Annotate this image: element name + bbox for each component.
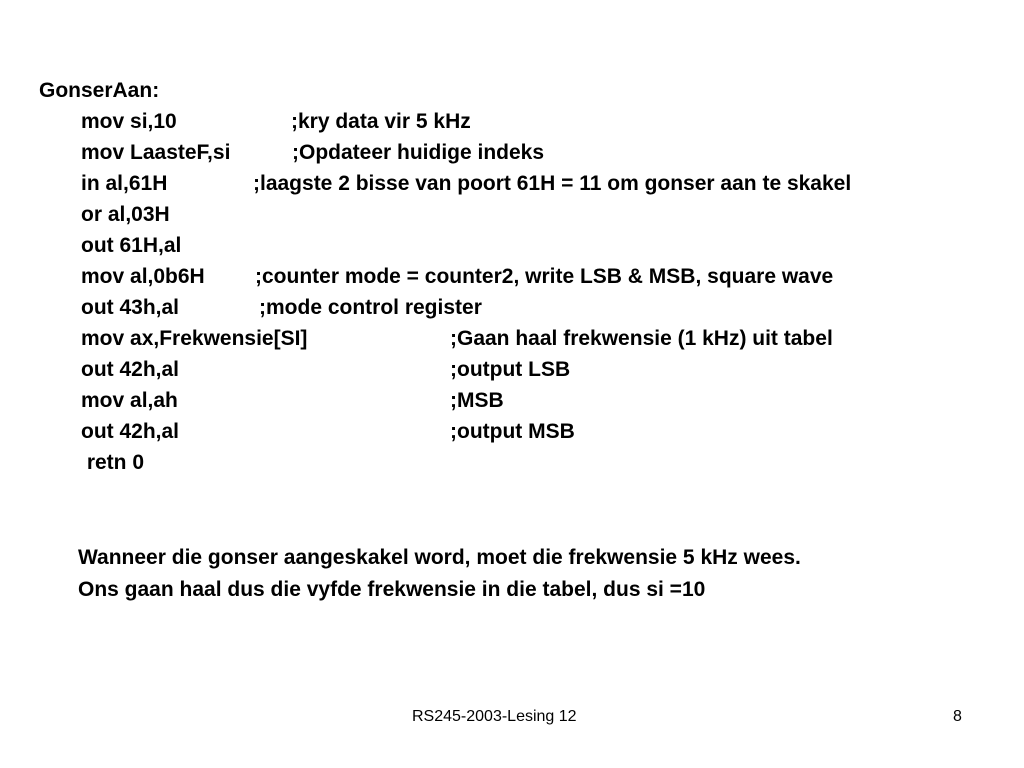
code-instruction: out 42h,al: [81, 358, 180, 381]
footer-title: RS245-2003-Lesing 12: [412, 708, 577, 725]
code-instruction: out 42h,al: [81, 420, 180, 443]
code-instruction: mov ax,Frekwensie[SI]: [81, 327, 308, 350]
code-instruction: mov al,ah: [81, 389, 178, 412]
code-line: [81, 233, 1021, 259]
code-comment: ;output LSB: [450, 358, 571, 381]
code-comment: ;Opdateer huidige indeks: [292, 141, 545, 164]
code-instruction: out 61H,al: [81, 234, 182, 257]
code-line: [81, 264, 1021, 290]
code-comment: ;counter mode = counter2, write LSB & MSB, square wave: [255, 265, 834, 288]
explanation-line: Wanneer die gonser aangeskakel word, moet die frekwensie 5 kHz wees.: [78, 546, 801, 569]
code-instruction: out 43h,al: [81, 296, 180, 319]
code-instruction: in al,61H: [81, 172, 168, 195]
code-line: [81, 109, 1021, 135]
code-comment: ;kry data vir 5 kHz: [291, 110, 471, 133]
code-instruction: retn 0: [81, 451, 145, 474]
explanation-line: Ons gaan haal dus die vyfde frekwensie in die tabel, dus si =10: [78, 578, 706, 601]
code-line: [81, 388, 1021, 414]
code-line: [81, 171, 1021, 197]
code-comment: ;Gaan haal frekwensie (1 kHz) uit tabel: [450, 327, 833, 350]
code-line: [81, 202, 1021, 228]
code-comment: ;laagste 2 bisse van poort 61H = 11 om gonser aan te skakel: [253, 172, 852, 195]
code-line: [81, 419, 1021, 445]
code-instruction: mov LaasteF,si: [81, 141, 231, 164]
code-line: [81, 357, 1021, 383]
code-line: [81, 450, 1021, 476]
page-number: 8: [953, 708, 962, 725]
code-line: [81, 140, 1021, 166]
code-comment: ;MSB: [450, 389, 504, 412]
code-instruction: mov si,10: [81, 110, 177, 133]
code-comment: ;output MSB: [450, 420, 575, 443]
code-block: [81, 109, 852, 474]
code-instruction: or al,03H: [81, 203, 170, 226]
code-line: [81, 295, 1021, 321]
code-line: [81, 326, 1021, 352]
code-comment: ;mode control register: [259, 296, 482, 319]
procedure-label: GonserAan:: [39, 79, 160, 102]
code-instruction: mov al,0b6H: [81, 265, 205, 288]
